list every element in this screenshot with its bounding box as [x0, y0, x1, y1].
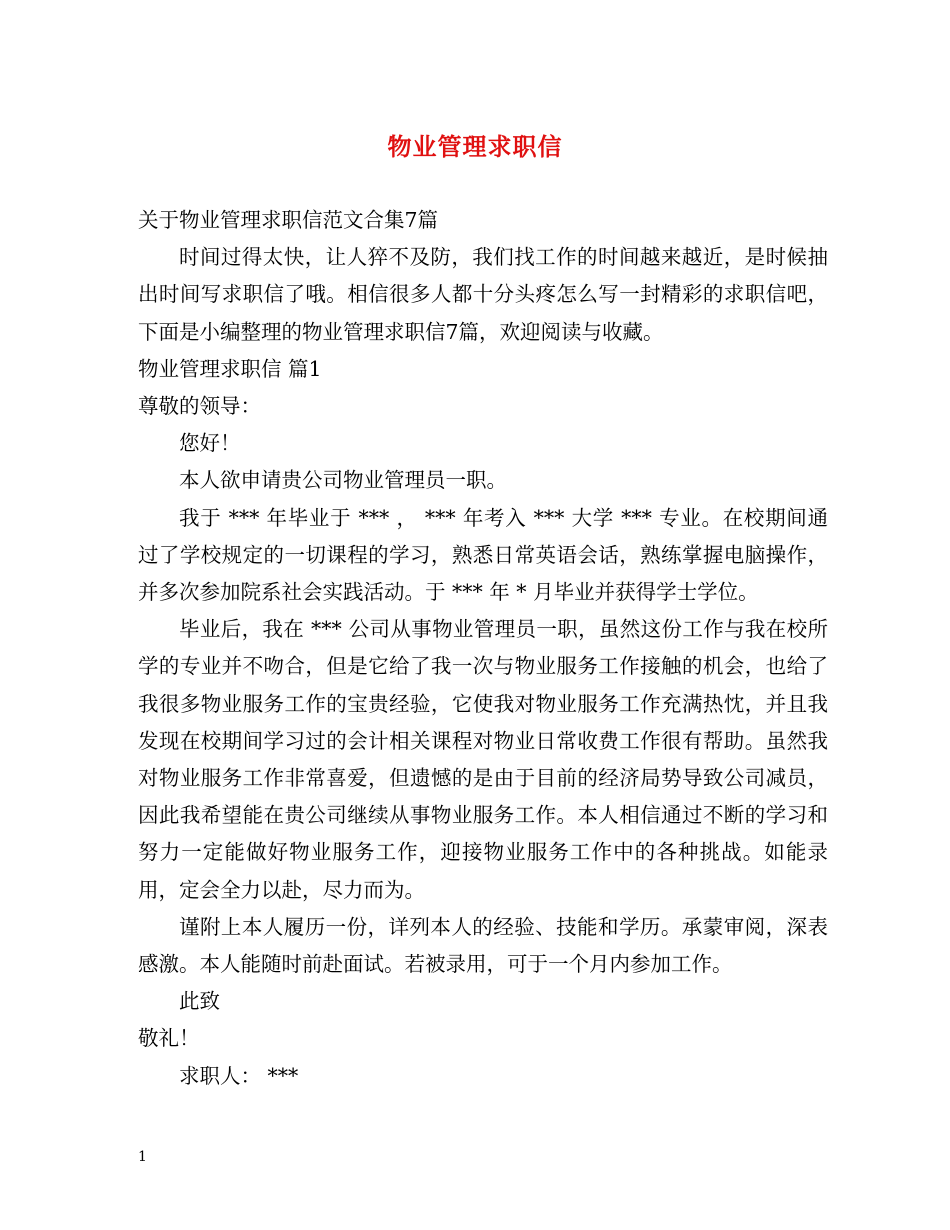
document-title: 物业管理求职信: [387, 132, 563, 161]
section-heading: 物业管理求职信 篇1: [138, 356, 322, 381]
paragraph-1: 本人欲申请贵公司物业管理员一职。: [179, 468, 507, 493]
page-number: 1: [138, 1149, 147, 1165]
closing-line-1: 此致: [179, 989, 220, 1014]
signature-line: 求职人： ***: [179, 1063, 299, 1088]
closing-line-2: 敬礼！: [138, 1026, 200, 1051]
paragraph-3: 毕业后，我在 *** 公司从事物业管理员一职，虽然这份工作与我在校所学的专业并不吻合，但是它给了我一次与物业服务工作接触的机会，也给了我很多物业服务工作的宝贵经验，它使我对物业服务工作充满热忱，并且我发现在校期间学习过的会计相关课程对物业日常收费工作很有帮助。虽然我对物业服务工作非常喜爱，但遗憾的是由于目前的经济局势导致公司减员，因此我希望能在贵公司继续从事物业服务工作。本人相信通过不断的学习和努力一定能做好物业服务工作，迎接物业服务工作中的各种挑战。如能录用，定会全力以赴，尽力而为。: [138, 617, 828, 902]
greeting: 您好！: [179, 431, 241, 456]
document-body: [138, 202, 828, 1095]
paragraph-2: 我于 *** 年毕业于 *** ， *** 年考入 *** 大学 *** 专业。在校期间通过了学校规定的一切课程的学习，熟悉日常英语会话，熟练掌握电脑操作，并多次参加院系社会实践活动。于 *** 年 * 月毕业并获得学士学位。: [138, 505, 828, 605]
paragraph-4: 谨附上本人履历一份，详列本人的经验、技能和学历。承蒙审阅，深表感激。本人能随时前赴面试。若被录用，可于一个月内参加工作。: [138, 914, 828, 977]
salutation: 尊敬的领导：: [138, 394, 261, 419]
subtitle-line: 关于物业管理求职信范文合集7篇: [138, 208, 439, 232]
intro-paragraph: 时间过得太快，让人猝不及防，我们找工作的时间越来越近，是时候抽出时间写求职信了哦。相信很多人都十分头疼怎么写一封精彩的求职信吧，下面是小编整理的物业管理求职信7篇，欢迎阅读与收藏。: [138, 245, 828, 344]
